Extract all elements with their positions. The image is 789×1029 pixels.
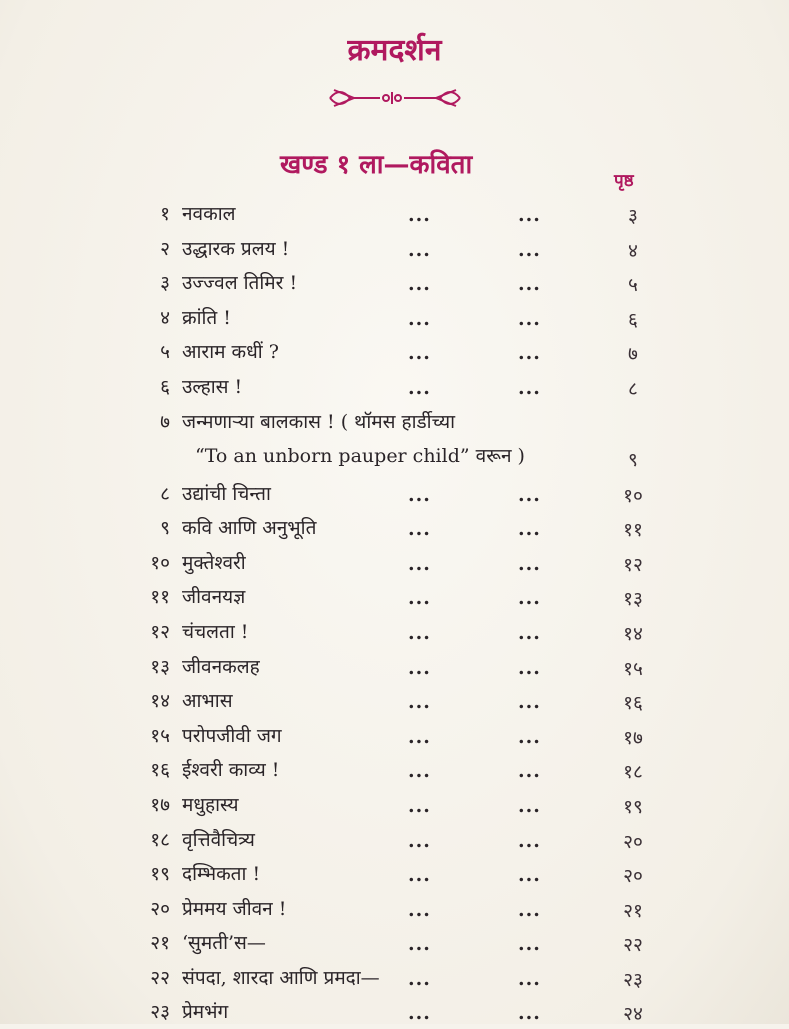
- entry-title: जीवनकलह: [182, 655, 260, 678]
- entry-title: वृत्तिवैचित्र्य: [182, 828, 255, 851]
- contents-entry: [0, 510, 789, 545]
- entry-number: ६: [160, 375, 170, 398]
- leader-dots: ...: [518, 376, 541, 399]
- entry-title: आभास: [182, 690, 233, 713]
- entry-page-number: १३: [623, 588, 643, 611]
- leader-dots: ...: [408, 760, 431, 783]
- leader-dots: ...: [518, 656, 541, 679]
- contents-entry: [0, 891, 789, 926]
- leader-dots: ...: [408, 483, 431, 506]
- entry-page-number: ११: [623, 519, 643, 542]
- entry-page-number: ७: [628, 343, 638, 366]
- contents-entry: [0, 300, 789, 335]
- entry-number: २०: [150, 897, 170, 920]
- contents-entry: [0, 476, 789, 511]
- leader-dots: ...: [408, 829, 431, 852]
- entry-page-number: १९: [623, 795, 643, 818]
- entry-page-number: १२: [623, 553, 643, 576]
- entry-title: मधुहास्य: [182, 793, 239, 816]
- leader-dots: ...: [518, 204, 541, 226]
- contents-entry: [0, 822, 789, 857]
- entry-title: कवि आणि अनुभूति: [182, 517, 317, 540]
- leader-dots: ...: [408, 725, 431, 748]
- entry-page-number: २१: [623, 899, 643, 922]
- entry-number: २२: [150, 966, 170, 989]
- leader-dots: ...: [518, 552, 541, 575]
- entry-number: १९: [150, 863, 170, 886]
- leader-dots: ...: [518, 1002, 541, 1025]
- leader-dots: ...: [408, 656, 431, 679]
- leader-dots: ...: [518, 273, 541, 296]
- entry-number: १२: [150, 620, 170, 643]
- entry-number: १६: [150, 759, 170, 782]
- leader-dots: ...: [518, 307, 541, 330]
- leader-dots: ...: [518, 794, 541, 817]
- entry-page-number: १८: [623, 761, 643, 784]
- leader-dots: ...: [518, 238, 541, 261]
- entry-title: ‘सुमती’स—: [182, 932, 266, 955]
- entry-title: ईश्वरी काव्य !: [182, 759, 280, 782]
- leader-dots: ...: [408, 587, 431, 610]
- contents-entry: [0, 649, 789, 684]
- leader-dots: ...: [518, 518, 541, 541]
- entry-title-continuation: “To an unborn pauper child” वरून ): [195, 444, 525, 467]
- entry-number: ११: [150, 586, 170, 609]
- leader-dots: ...: [518, 691, 541, 714]
- leader-dots: ...: [408, 342, 431, 365]
- contents-entry: [0, 545, 789, 580]
- entry-page-number: ९: [628, 448, 638, 471]
- entry-title: प्रेममय जीवन !: [182, 897, 287, 920]
- entry-title: प्रेमभंग: [182, 1001, 229, 1024]
- contents-entry: [0, 369, 789, 404]
- leader-dots: ...: [408, 691, 431, 714]
- contents-entry: [0, 683, 789, 718]
- entry-number: ८: [160, 482, 170, 505]
- entry-title: उल्हास !: [182, 375, 243, 398]
- entry-title: उज्ज्वल तिमिर !: [182, 272, 298, 295]
- entry-page-number: १७: [623, 726, 643, 749]
- entry-title: क्रांति !: [182, 306, 231, 329]
- entry-page-number: १६: [623, 692, 643, 715]
- leader-dots: ...: [518, 760, 541, 783]
- entry-number: ९: [160, 517, 170, 540]
- entry-title: दम्भिकता !: [182, 863, 261, 886]
- entry-number: २: [160, 237, 170, 260]
- entry-number: १४: [150, 690, 170, 713]
- leader-dots: ...: [408, 898, 431, 921]
- leader-dots: ...: [518, 725, 541, 748]
- leader-dots: ...: [408, 307, 431, 330]
- entry-title: जीवनयज्ञ: [182, 586, 246, 609]
- entry-number: १३: [150, 655, 170, 678]
- contents-entry: [0, 787, 789, 822]
- ornament-divider: [320, 78, 470, 118]
- contents-entry: [0, 960, 789, 995]
- leader-dots: ...: [518, 587, 541, 610]
- entry-number: १७: [150, 793, 170, 816]
- entry-title: चंचलता !: [182, 620, 249, 643]
- contents-entry: [0, 752, 789, 787]
- entry-title: आराम कधीं ?: [182, 341, 279, 364]
- entry-page-number: १४: [623, 622, 643, 645]
- contents-entry: [0, 231, 789, 266]
- entry-title: उद्यांची चिन्ता: [182, 482, 271, 505]
- entry-page-number: २२: [623, 934, 643, 957]
- leader-dots: ...: [518, 864, 541, 887]
- contents-entry: [0, 404, 789, 476]
- entry-number: १: [160, 203, 170, 225]
- leader-dots: ...: [518, 898, 541, 921]
- entry-page-number: ३: [628, 205, 638, 227]
- entry-number: २३: [150, 1001, 170, 1024]
- contents-entry: [0, 196, 789, 231]
- entry-page-number: २४: [623, 1003, 643, 1026]
- entry-page-number: ५: [628, 274, 638, 297]
- entry-page-number: १५: [623, 657, 643, 680]
- contents-entry: [0, 925, 789, 960]
- leader-dots: ...: [408, 518, 431, 541]
- contents-entry: [0, 718, 789, 753]
- entry-page-number: ४: [628, 239, 638, 262]
- contents-entry: [0, 334, 789, 369]
- leader-dots: ...: [408, 1002, 431, 1025]
- section-heading: खण्ड १ ला—कविता: [280, 150, 473, 180]
- leader-dots: ...: [408, 967, 431, 990]
- page-title: क्रमदर्शन: [347, 33, 442, 68]
- entry-number: १०: [150, 551, 170, 574]
- entry-title: संपदा, शारदा आणि प्रमदा—: [182, 966, 380, 989]
- entry-page-number: ८: [628, 377, 638, 400]
- entry-number: ७: [160, 410, 170, 433]
- leader-dots: ...: [408, 552, 431, 575]
- entry-page-number: १०: [623, 484, 643, 507]
- entry-page-number: २०: [623, 830, 643, 853]
- leader-dots: ...: [408, 238, 431, 261]
- entry-number: १५: [150, 724, 170, 747]
- entry-page-number: २०: [623, 865, 643, 888]
- entry-title: जन्मणाऱ्या बालकास ! ( थॉमस हार्डीच्या: [182, 410, 456, 433]
- entry-page-number: २३: [623, 968, 643, 991]
- contents-entry: [0, 614, 789, 649]
- leader-dots: ...: [408, 794, 431, 817]
- leader-dots: ...: [408, 864, 431, 887]
- entry-title: उद्धारक प्रलय !: [182, 237, 290, 260]
- entry-number: ३: [160, 272, 170, 295]
- leader-dots: ...: [518, 483, 541, 506]
- leader-dots: ...: [408, 376, 431, 399]
- entry-number: १८: [150, 828, 170, 851]
- entry-number: ५: [160, 341, 170, 364]
- leader-dots: ...: [518, 621, 541, 644]
- entry-title: परोपजीवी जग: [182, 724, 282, 747]
- entry-number: २१: [150, 932, 170, 955]
- leader-dots: ...: [518, 933, 541, 956]
- entry-title: मुक्तेश्वरी: [182, 551, 246, 574]
- leader-dots: ...: [518, 342, 541, 365]
- entry-number: ४: [160, 306, 170, 329]
- leader-dots: ...: [518, 829, 541, 852]
- page-column-header: पृष्ठ: [614, 171, 634, 191]
- contents-list: [0, 196, 789, 1029]
- leader-dots: ...: [408, 933, 431, 956]
- leader-dots: ...: [408, 273, 431, 296]
- contents-entry: [0, 265, 789, 300]
- leader-dots: ...: [408, 204, 431, 226]
- contents-entry: [0, 856, 789, 891]
- leader-dots: ...: [518, 967, 541, 990]
- entry-page-number: ६: [628, 308, 638, 331]
- contents-entry: [0, 579, 789, 614]
- leader-dots: ...: [408, 621, 431, 644]
- entry-title: नवकाल: [182, 203, 236, 225]
